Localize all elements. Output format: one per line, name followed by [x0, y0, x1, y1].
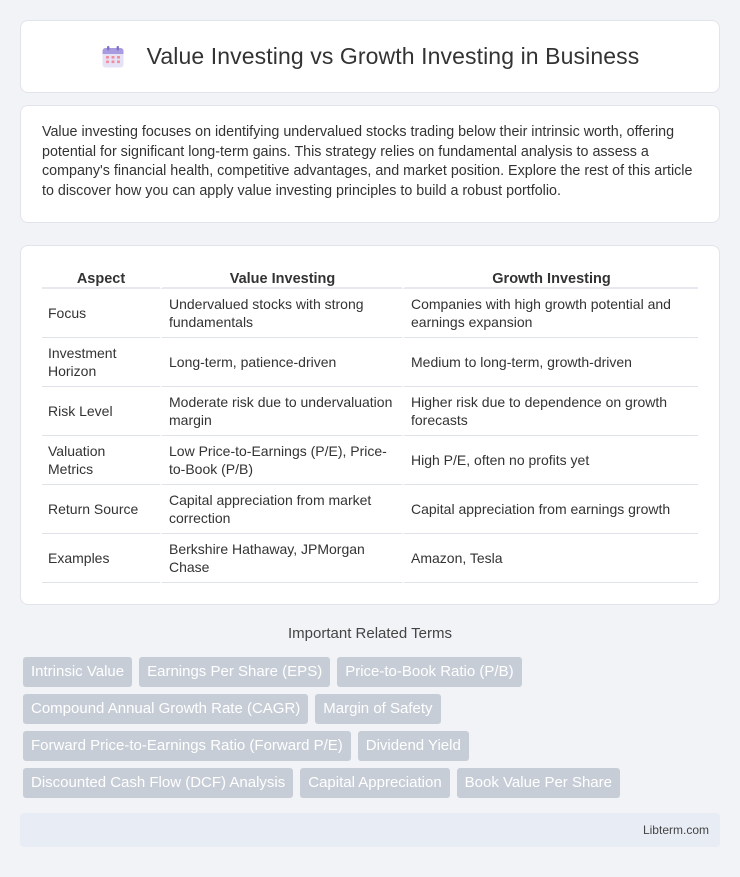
- page-title: Value Investing vs Growth Investing in Business: [146, 43, 640, 69]
- table-row: [42, 436, 698, 485]
- table-cell-growth: Capital appreciation from earnings growth: [402, 485, 698, 534]
- table-row: [42, 387, 698, 436]
- table-cell-value: Capital appreciation from market correction: [160, 485, 402, 534]
- table-cell-aspect: Investment Horizon: [42, 338, 160, 387]
- related-term-tag[interactable]: Compound Annual Growth Rate (CAGR): [23, 694, 308, 724]
- table-cell-aspect: Risk Level: [42, 387, 160, 436]
- related-term-tag[interactable]: Dividend Yield: [358, 731, 469, 761]
- table-cell-aspect: Valuation Metrics: [42, 436, 160, 485]
- table-row: [42, 338, 698, 387]
- table-cell-growth: Companies with high growth potential and earnings expansion: [402, 289, 698, 338]
- tag-row: [23, 657, 723, 687]
- table-cell-growth: High P/E, often no profits yet: [402, 436, 698, 485]
- related-term-tag[interactable]: Earnings Per Share (EPS): [139, 657, 330, 687]
- tag-row: [23, 768, 723, 798]
- table-cell-aspect: Return Source: [42, 485, 160, 534]
- comparison-table-card: [20, 245, 720, 605]
- column-header-aspect: Aspect: [42, 265, 160, 289]
- table-row: [42, 289, 698, 338]
- calendar-icon: [101, 45, 125, 69]
- table-cell-value: Moderate risk due to undervaluation margin: [160, 387, 402, 436]
- footer-site-link[interactable]: Libterm.com: [642, 823, 709, 837]
- related-term-tag[interactable]: Book Value Per Share: [457, 768, 620, 798]
- related-terms-title: Important Related Terms: [288, 625, 452, 642]
- intro-paragraph: Value investing focuses on identifying undervalued stocks trading below their intrinsic worth, offering potential for significant long-term gains. This strategy relies on fundamental analysis to assess a company's financial health, competitive advantages, and market position. Explore the rest of this article to discover how you can apply value investing principles to build a robust portfolio.: [42, 124, 693, 199]
- table-cell-value: Long-term, patience-driven: [160, 338, 402, 387]
- table-cell-growth: Medium to long-term, growth-driven: [402, 338, 698, 387]
- table-row: [42, 485, 698, 534]
- related-term-tag[interactable]: Margin of Safety: [315, 694, 440, 724]
- table-cell-aspect: Examples: [42, 534, 160, 583]
- intro-card: [20, 105, 720, 223]
- table-cell-growth: Higher risk due to dependence on growth forecasts: [402, 387, 698, 436]
- related-terms-list: [23, 657, 723, 805]
- comparison-table: [42, 265, 698, 583]
- related-term-tag[interactable]: Intrinsic Value: [23, 657, 132, 687]
- tag-row: [23, 731, 723, 761]
- related-term-tag[interactable]: Price-to-Book Ratio (P/B): [337, 657, 521, 687]
- related-term-tag[interactable]: Forward Price-to-Earnings Ratio (Forward P/E): [23, 731, 351, 761]
- column-header-value-investing: Value Investing: [160, 265, 402, 289]
- related-term-tag[interactable]: Discounted Cash Flow (DCF) Analysis: [23, 768, 293, 798]
- table-cell-value: Low Price-to-Earnings (P/E), Price-to-Book (P/B): [160, 436, 402, 485]
- tag-row: [23, 694, 723, 724]
- table-cell-value: Undervalued stocks with strong fundamentals: [160, 289, 402, 338]
- header: [101, 43, 640, 70]
- column-header-growth-investing: Growth Investing: [402, 265, 698, 289]
- table-header-row: [42, 265, 698, 289]
- related-term-tag[interactable]: Capital Appreciation: [300, 768, 449, 798]
- header-card: [20, 20, 720, 93]
- table-cell-aspect: Focus: [42, 289, 160, 338]
- footer: [20, 813, 720, 847]
- table-row: [42, 534, 698, 583]
- table-cell-growth: Amazon, Tesla: [402, 534, 698, 583]
- table-cell-value: Berkshire Hathaway, JPMorgan Chase: [160, 534, 402, 583]
